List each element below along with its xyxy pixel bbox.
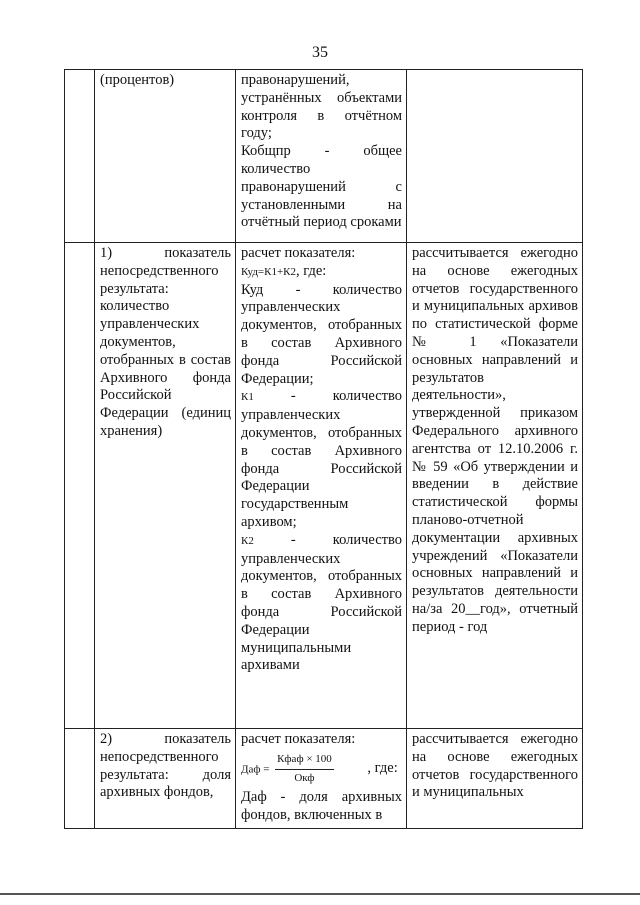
indicator-table (64, 69, 583, 829)
symbol-k2: К2 (241, 534, 254, 547)
table-row (65, 243, 583, 729)
symbol-k1: К1 (241, 391, 254, 404)
indicator-name-cell (95, 243, 236, 729)
calculation-text: правонарушений, устранённых объектами контроля в отчётном году; Кобщпр - общее количество правонарушений с установленными на отчётный период сроками (241, 72, 402, 231)
formula-fraction (275, 751, 334, 788)
calculation-heading: расчет показателя: (241, 245, 356, 261)
table-row (65, 70, 583, 243)
formula-numerator: Кфаф × 100 (275, 751, 334, 770)
bottom-edge-line (0, 893, 640, 895)
formula-lhs: Даф = (241, 763, 270, 776)
indicator-name-cell (95, 70, 236, 243)
formula-suffix: , где: (367, 760, 398, 777)
calculation-heading: расчет показателя: (241, 731, 356, 747)
definition-daf: Даф - доля архивных фондов, включенных в (241, 789, 402, 824)
definition-k1: - количество управленческих документов, отобранных в состав Архивного фонда Российской Федерации государственным архивом; (241, 388, 402, 530)
source-cell (407, 729, 583, 829)
calculation-cell (236, 243, 407, 729)
row-number-cell (65, 243, 95, 729)
calculation-cell (236, 70, 407, 243)
formula-expression: Куд=К1+К2 (241, 265, 296, 278)
source-cell (407, 70, 583, 243)
source-text: рассчитывается ежегодно на основе ежегодных отчетов государственного и муниципальных (412, 731, 578, 801)
formula-suffix: , где: (296, 262, 327, 279)
source-cell (407, 243, 583, 729)
formula-denominator: Окф (294, 771, 315, 784)
calculation-cell (236, 729, 407, 829)
calculation-formula (241, 751, 402, 788)
indicator-name-text: 2) показатель непосредственного результата: доля архивных фондов, (100, 731, 231, 801)
source-text: рассчитывается ежегодно на основе ежегодных отчетов государственного и муниципальных архивов по статистической форме № 1 «Показатели основных направлений и результатов деятельности», утвержденной приказом Федерального архивного агентства от 12.10.2006 г. № 59 «Об утверждении и введении в действие статистической формы планово-отчетной документации архивных учреждений «Показатели основных направлений и результатов деятельности на/за 20__год», отчетный период - год (412, 245, 578, 635)
indicator-name-text: 1) показатель непосредственного результата: количество управленческих документов, отобранных в состав Архивного фонда Российской Федерации (единиц хранения) (100, 245, 231, 439)
row-number-cell (65, 729, 95, 829)
calculation-formula (241, 263, 402, 282)
table-row (65, 729, 583, 829)
indicator-name-text: (процентов) (100, 72, 175, 88)
indicator-name-cell (95, 729, 236, 829)
row-number-cell (65, 70, 95, 243)
definition-k2: - количество управленческих документов, отобранных в состав Архивного фонда Российской Федерации муниципальными архивами (241, 531, 402, 674)
page-number: 35 (312, 44, 328, 61)
definition-kud: Куд - количество управленческих документов, отобранных в состав Архивного фонда Российской Федерации; (241, 281, 402, 387)
